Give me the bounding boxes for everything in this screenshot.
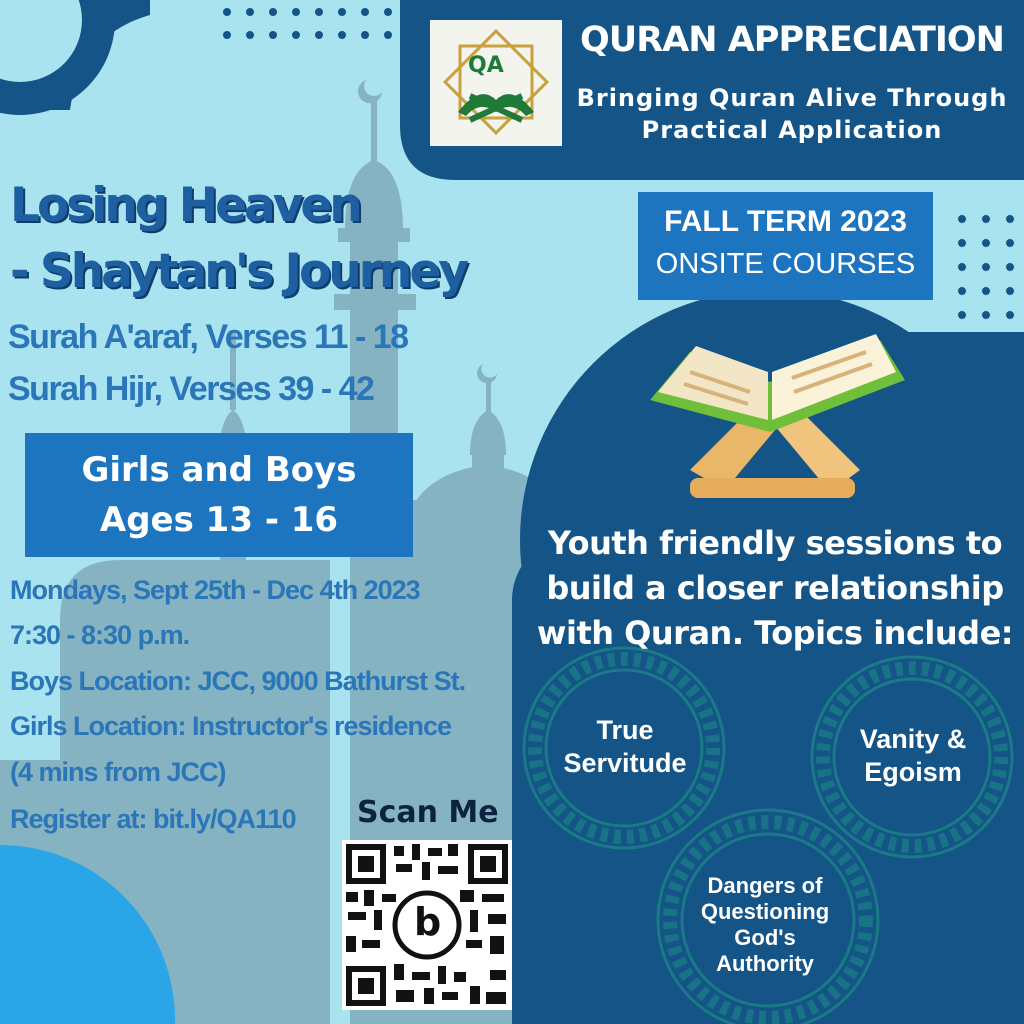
description-line: build a closer relationship	[546, 569, 1004, 607]
brand-title: QURAN APPRECIATION	[580, 20, 1004, 60]
qr-code[interactable]	[342, 840, 512, 1010]
topic-line: Egoism	[864, 757, 962, 787]
boys-location: Boys Location: JCC, 9000 Bathurst St.	[10, 666, 466, 696]
topic-line: Dangers of	[707, 873, 823, 898]
dot-grid-icon	[958, 215, 1014, 319]
term-box	[638, 192, 933, 300]
topic-line: Questioning	[700, 899, 830, 924]
topic-line: Authority	[716, 951, 814, 976]
scan-me-label: Scan Me	[357, 795, 499, 830]
topic-line: Servitude	[563, 748, 687, 778]
qa-logo	[430, 20, 562, 146]
tagline-line: Bringing Quran Alive Through	[576, 84, 1008, 112]
description-line: Youth friendly sessions to	[547, 524, 1003, 562]
dot-grid-icon	[223, 8, 392, 39]
location-distance: (4 mins from JCC)	[10, 757, 226, 787]
course-description	[535, 521, 1015, 656]
tagline-line: Practical Application	[641, 116, 943, 144]
logo-letters: QA	[468, 53, 504, 78]
topic-circle	[550, 714, 700, 780]
schedule-time: 7:30 - 8:30 p.m.	[10, 620, 190, 650]
topic-line: True	[596, 715, 654, 745]
topic-line: God's	[734, 925, 796, 950]
register-link[interactable]: Register at: bit.ly/QA110	[10, 804, 296, 834]
qr-center-letter: b	[414, 900, 442, 944]
girls-location: Girls Location: Instructor's residence	[10, 711, 452, 741]
topic-line: Vanity &	[859, 724, 967, 754]
course-title-line: Losing Heaven	[10, 178, 360, 233]
qa-logo-icon	[430, 20, 562, 146]
audience-line: Girls and Boys	[81, 450, 357, 490]
audience-box	[25, 433, 413, 557]
term-line: FALL TERM 2023	[664, 205, 907, 238]
description-line: with Quran. Topics include:	[536, 614, 1014, 652]
surah-reference: Surah A'araf, Verses 11 - 18	[8, 318, 408, 356]
course-title-line: - Shaytan's Journey	[10, 244, 466, 299]
surah-reference: Surah Hijr, Verses 39 - 42	[8, 370, 374, 408]
schedule-dates: Mondays, Sept 25th - Dec 4th 2023	[10, 575, 420, 605]
topic-circle	[690, 873, 840, 977]
topic-circle	[838, 723, 988, 789]
brand-tagline	[566, 82, 1018, 146]
audience-line: Ages 13 - 16	[99, 500, 339, 540]
term-line: ONSITE COURSES	[655, 248, 916, 280]
